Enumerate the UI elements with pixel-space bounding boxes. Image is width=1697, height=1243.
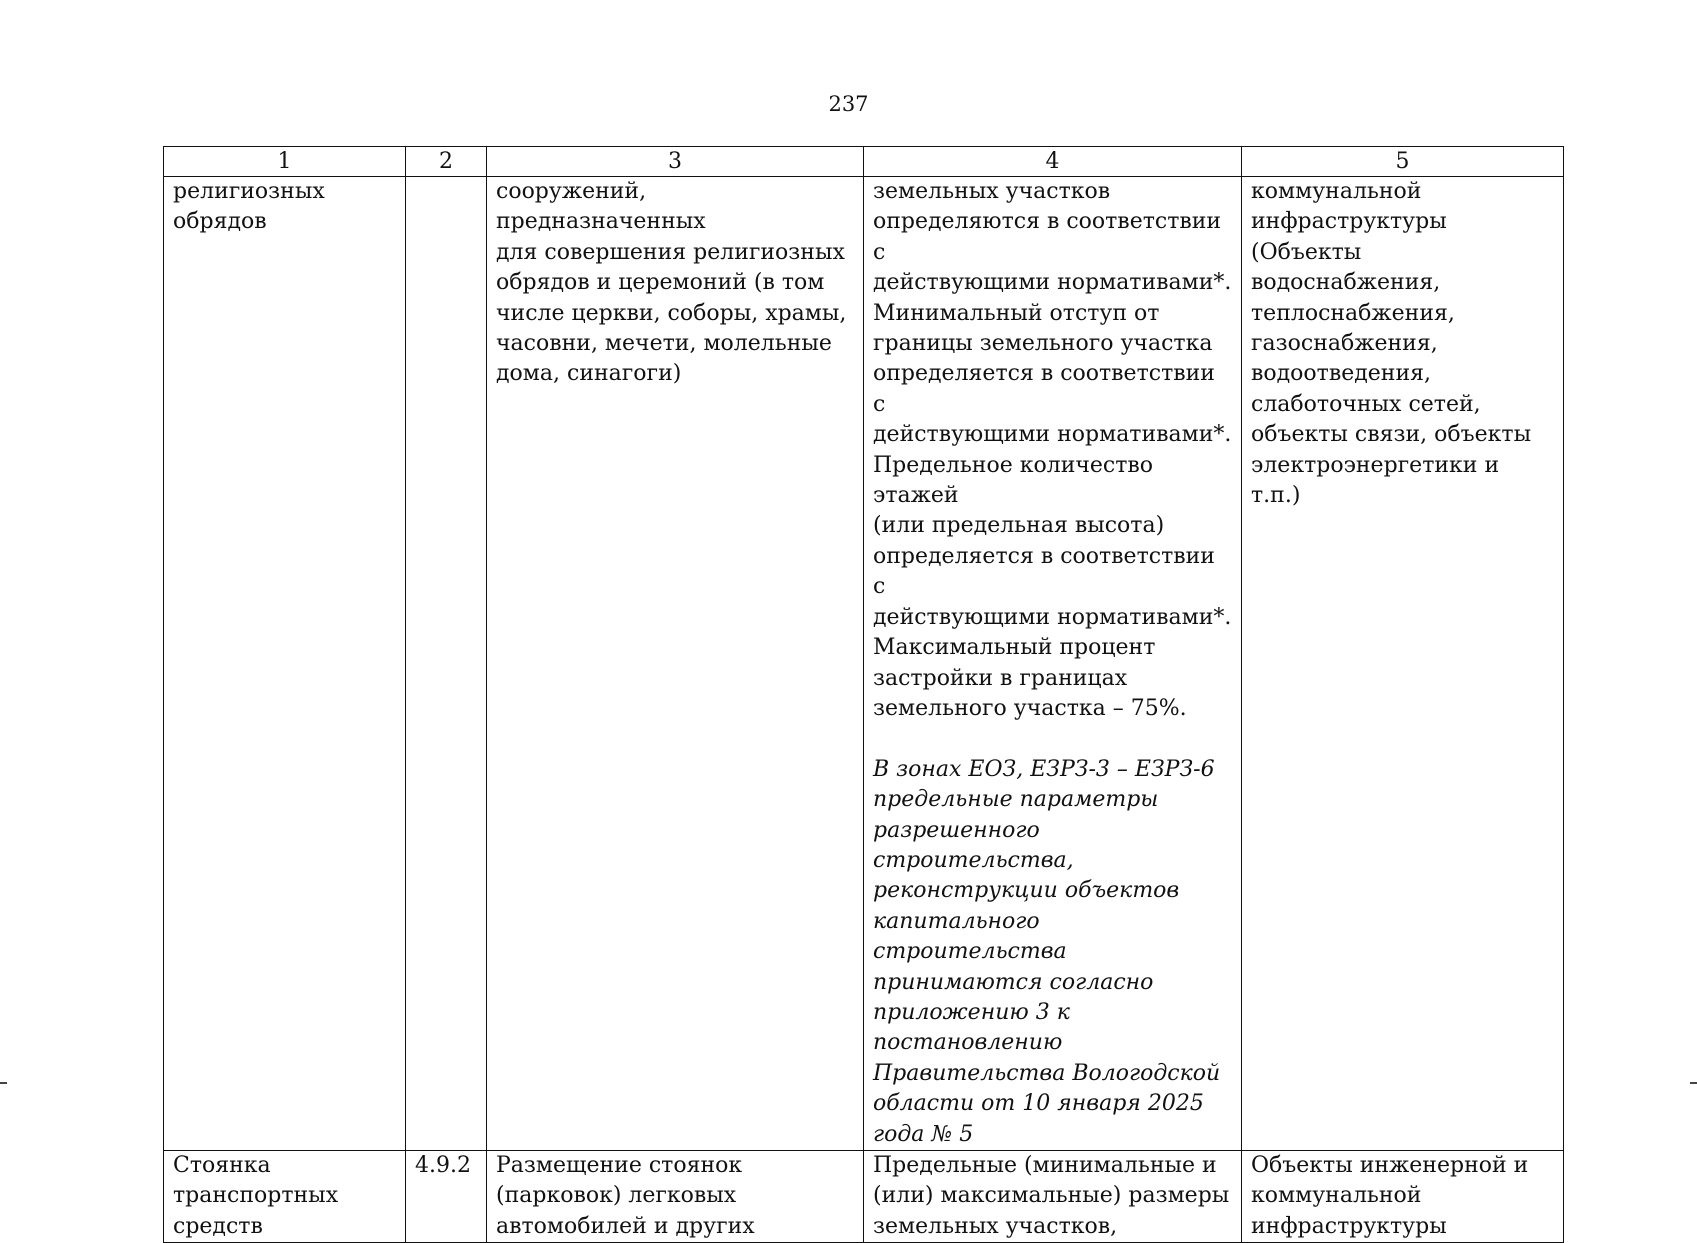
column-header-5: 5 xyxy=(1242,147,1564,177)
column-header-1: 1 xyxy=(164,147,406,177)
cell-use-code xyxy=(406,1150,487,1242)
cell-text-italic: В зонах ЕОЗ, ЕЗРЗ-3 – ЕЗРЗ-6 предельные параметры разрешенного строительства, реконструкции объектов капитального строительства принимаются согласно приложению 3 к постановлению Правительства Вологодской области от 10 января 2025 года № 5 xyxy=(873,756,1221,1147)
cell-use-name xyxy=(164,177,406,1151)
regulations-table xyxy=(163,146,1564,1243)
cell-use-description xyxy=(487,177,864,1151)
table-row xyxy=(164,177,1564,1151)
column-header-2: 2 xyxy=(406,147,487,177)
cell-text: Объекты инженерной и коммунальной инфраструктуры xyxy=(1251,1152,1529,1239)
paragraph-gap xyxy=(873,724,1232,754)
cell-text: 4.9.2 xyxy=(415,1152,471,1178)
scan-edge-mark xyxy=(1690,1082,1697,1084)
table-header-row xyxy=(164,147,1564,177)
cell-text: Размещение стоянок (парковок) легковых автомобилей и других xyxy=(496,1152,755,1239)
cell-text: Стоянка транспортных средств xyxy=(173,1152,339,1239)
scan-edge-mark xyxy=(0,1082,7,1084)
cell-text: коммунальной инфраструктуры (Объекты водоснабжения, теплоснабжения, газоснабжения, водоотведения, слаботочных сетей, объекты связи, объекты электроэнергетики и т.п.) xyxy=(1251,179,1532,509)
cell-auxiliary-uses xyxy=(1242,177,1564,1151)
cell-text: религиозных обрядов xyxy=(173,179,325,235)
cell-use-code xyxy=(406,177,487,1151)
column-header-3: 3 xyxy=(487,147,864,177)
cell-text: Предельные (минимальные и (или) максимальные) размеры земельных участков, xyxy=(873,1152,1230,1239)
cell-auxiliary-uses xyxy=(1242,1150,1564,1242)
cell-parameters xyxy=(864,177,1242,1151)
cell-parameters xyxy=(864,1150,1242,1242)
cell-use-description xyxy=(487,1150,864,1242)
table-row xyxy=(164,1150,1564,1242)
column-header-4: 4 xyxy=(864,147,1242,177)
cell-text: земельных участков определяются в соответствии с действующими нормативами*. Минимальный отступ от границы земельного участка определяется в соответствии с действующими нормативами*. Предельное количество этажей (или предельная высота) определяется в соответствии с действующими нормативами*. Максимальный процент застройки в границах земельного участка – 75%. xyxy=(873,179,1232,721)
cell-text: сооружений, предназначенных для совершения религиозных обрядов и церемоний (в том числе церкви, соборы, храмы, часовни, мечети, молельные дома, синагоги) xyxy=(496,179,847,387)
page-number: 237 xyxy=(828,92,869,116)
cell-use-name xyxy=(164,1150,406,1242)
